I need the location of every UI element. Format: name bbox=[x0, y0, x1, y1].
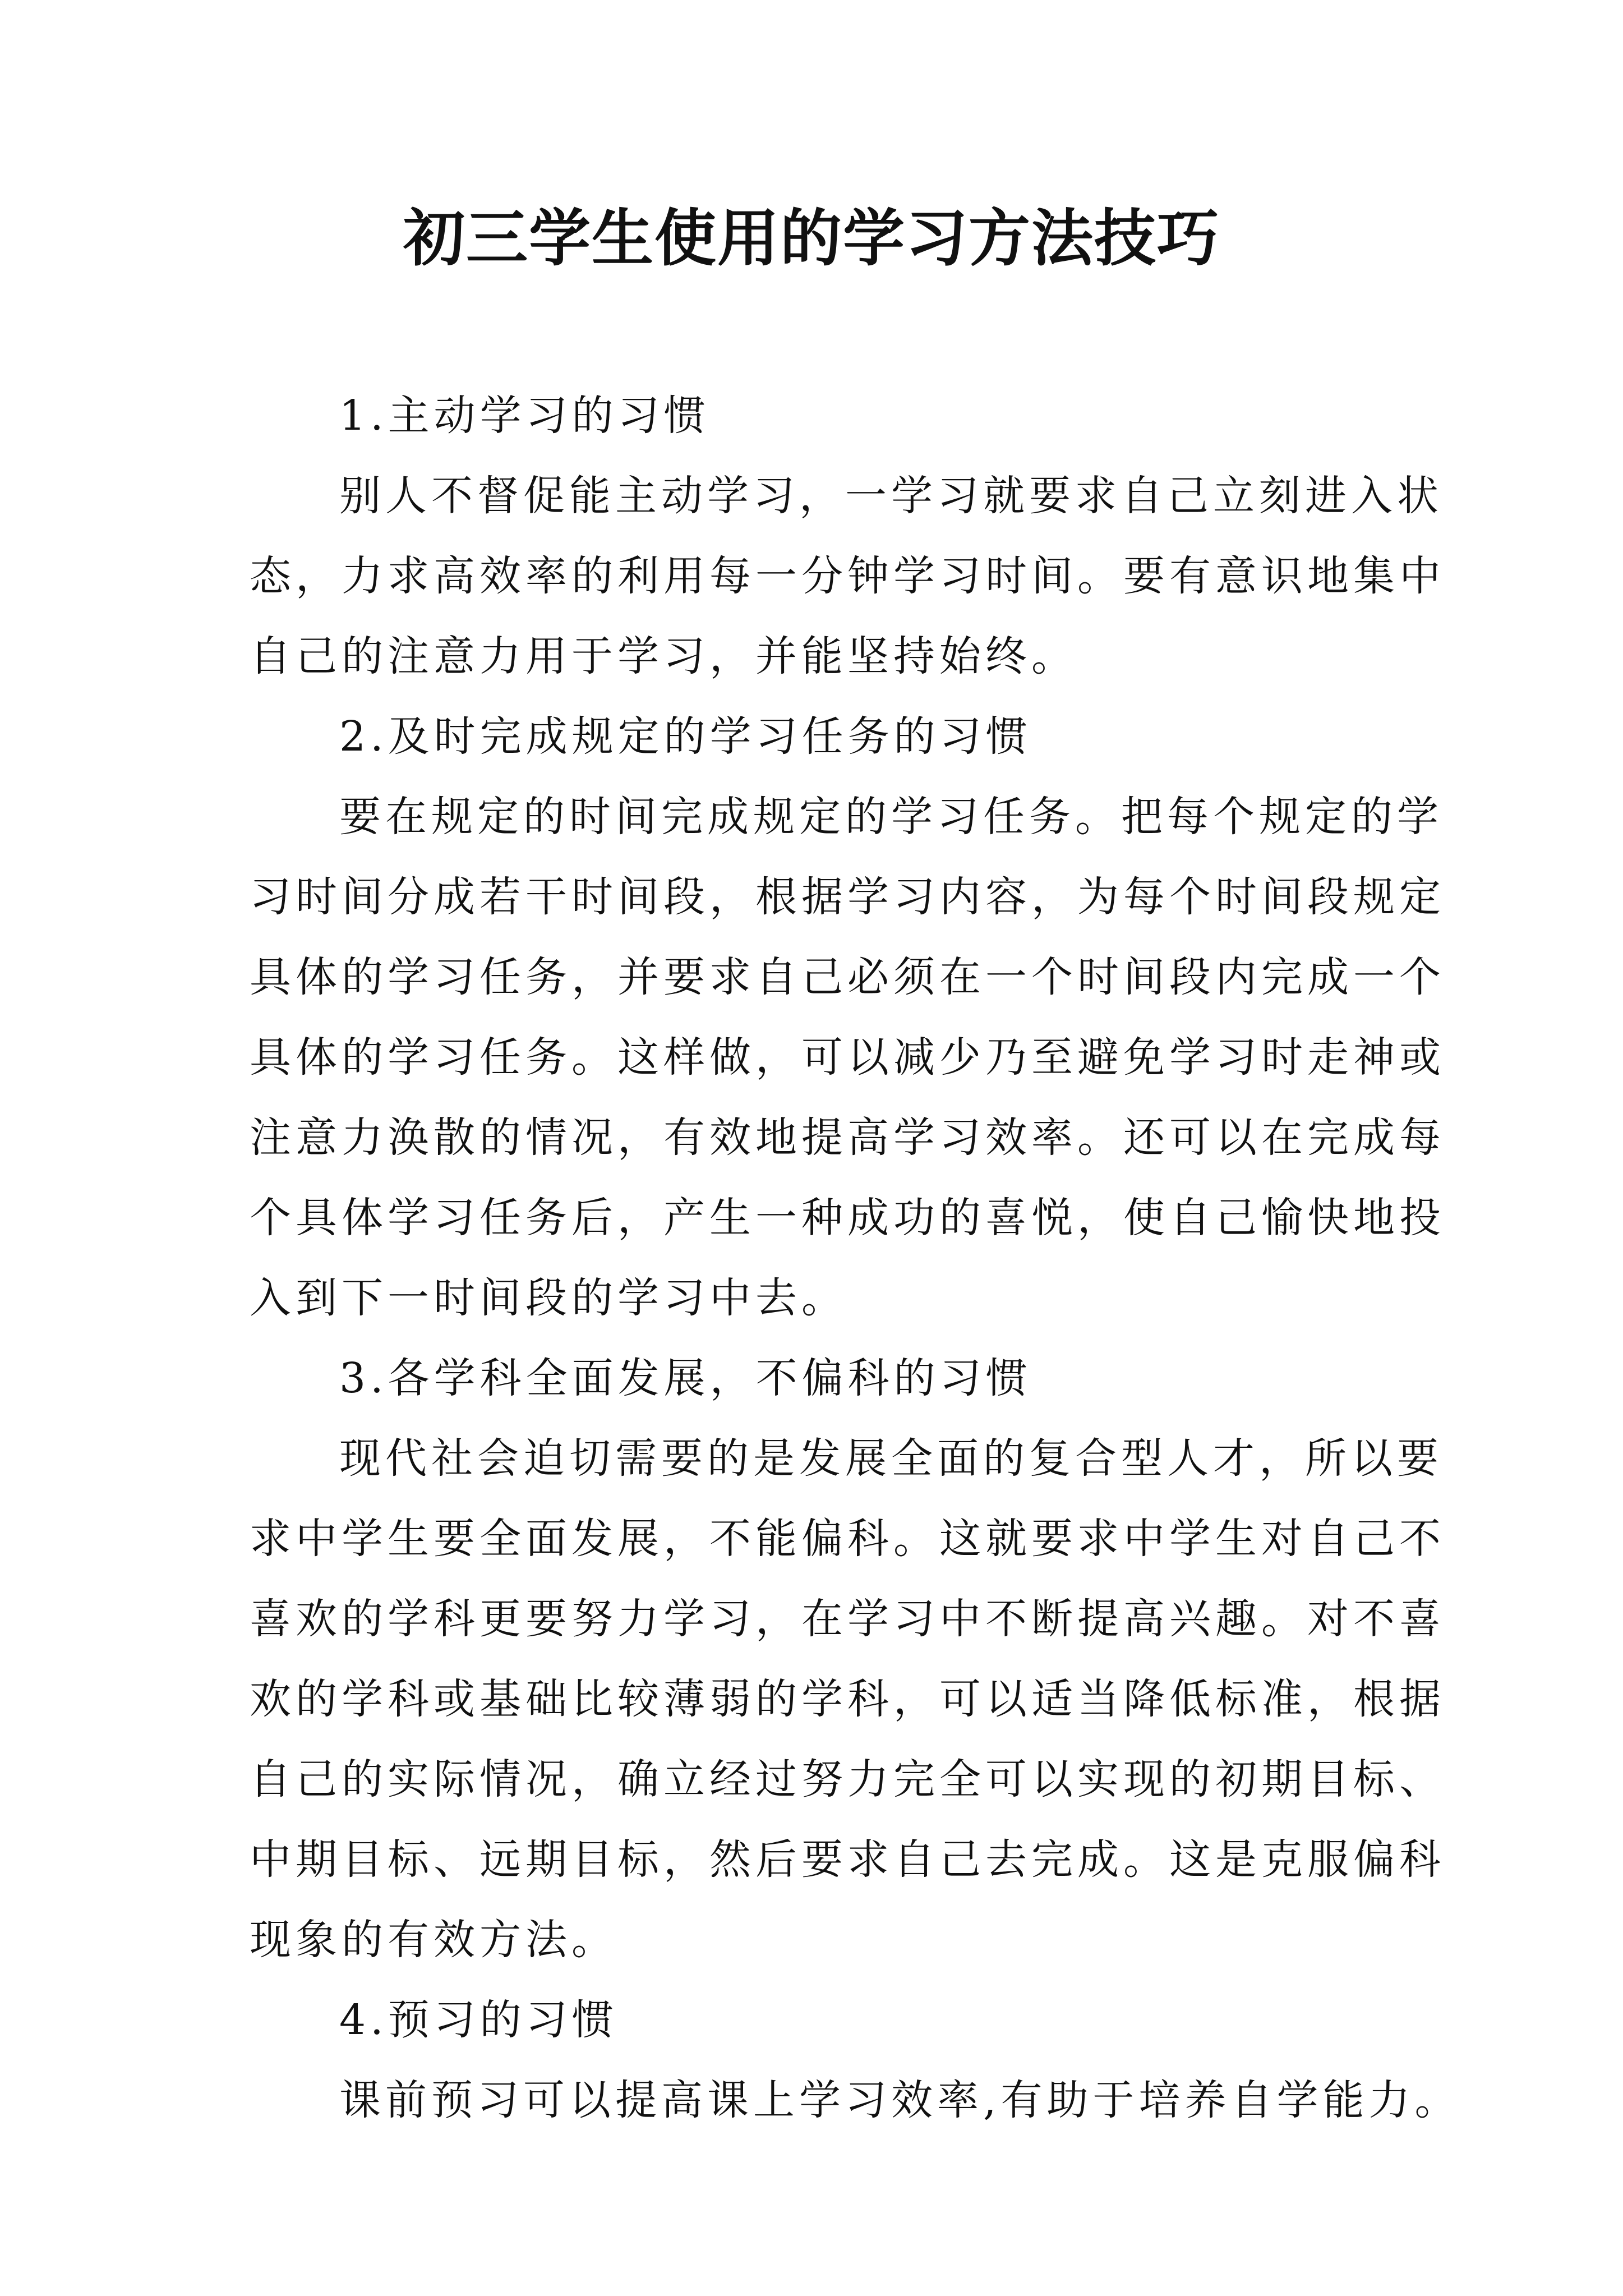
text-line: 注意力涣散的情况，有效地提高学习效率。还可以在完成每 bbox=[250, 1114, 1445, 1162]
text-line: 喜欢的学科更要努力学习，在学习中不断提高兴趣。对不喜 bbox=[250, 1595, 1445, 1643]
text-line: 个具体学习任务后，产生一种成功的喜悦，使自己愉快地投 bbox=[250, 1194, 1445, 1242]
document-title: 初三学生使用的学习方法技巧 bbox=[403, 202, 1220, 274]
text-line: 现象的有效方法。 bbox=[250, 1916, 617, 1964]
text-line: 4.预习的习惯 bbox=[339, 1996, 618, 2044]
text-line: 态，力求高效率的利用每一分钟学习时间。要有意识地集中 bbox=[250, 552, 1445, 600]
text-line: 课前预习可以提高课上学习效率,有助于培养自学能力。 bbox=[339, 2076, 1461, 2124]
text-line: 中期目标、远期目标，然后要求自己去完成。这是克服偏科 bbox=[250, 1835, 1445, 1884]
text-line: 具体的学习任务。这样做，可以减少乃至避免学习时走神或 bbox=[250, 1033, 1445, 1082]
text-line: 具体的学习任务，并要求自己必须在一个时间段内完成一个 bbox=[250, 953, 1445, 1001]
text-line: 欢的学科或基础比较薄弱的学科，可以适当降低标准，根据 bbox=[250, 1675, 1445, 1723]
text-line: 自己的注意力用于学习，并能坚持始终。 bbox=[250, 632, 1077, 680]
text-line: 2.及时完成规定的学习任务的习惯 bbox=[339, 712, 1032, 761]
text-line: 3.各学科全面发展，不偏科的习惯 bbox=[339, 1354, 1032, 1402]
text-line: 自己的实际情况，确立经过努力完全可以实现的初期目标、 bbox=[250, 1755, 1445, 1803]
text-line: 求中学生要全面发展，不能偏科。这就要求中学生对自己不 bbox=[250, 1515, 1445, 1563]
text-line: 1.主动学习的习惯 bbox=[339, 392, 710, 440]
text-line: 现代社会迫切需要的是发展全面的复合型人才，所以要 bbox=[339, 1434, 1443, 1483]
text-line: 要在规定的时间完成规定的学习任务。把每个规定的学 bbox=[339, 793, 1443, 841]
document-body bbox=[250, 376, 1461, 2141]
text-line: 别人不督促能主动学习，一学习就要求自己立刻进入状 bbox=[339, 472, 1443, 520]
text-line: 习时间分成若干时间段，根据学习内容，为每个时间段规定 bbox=[250, 873, 1445, 921]
text-line: 入到下一时间段的学习中去。 bbox=[250, 1274, 847, 1322]
